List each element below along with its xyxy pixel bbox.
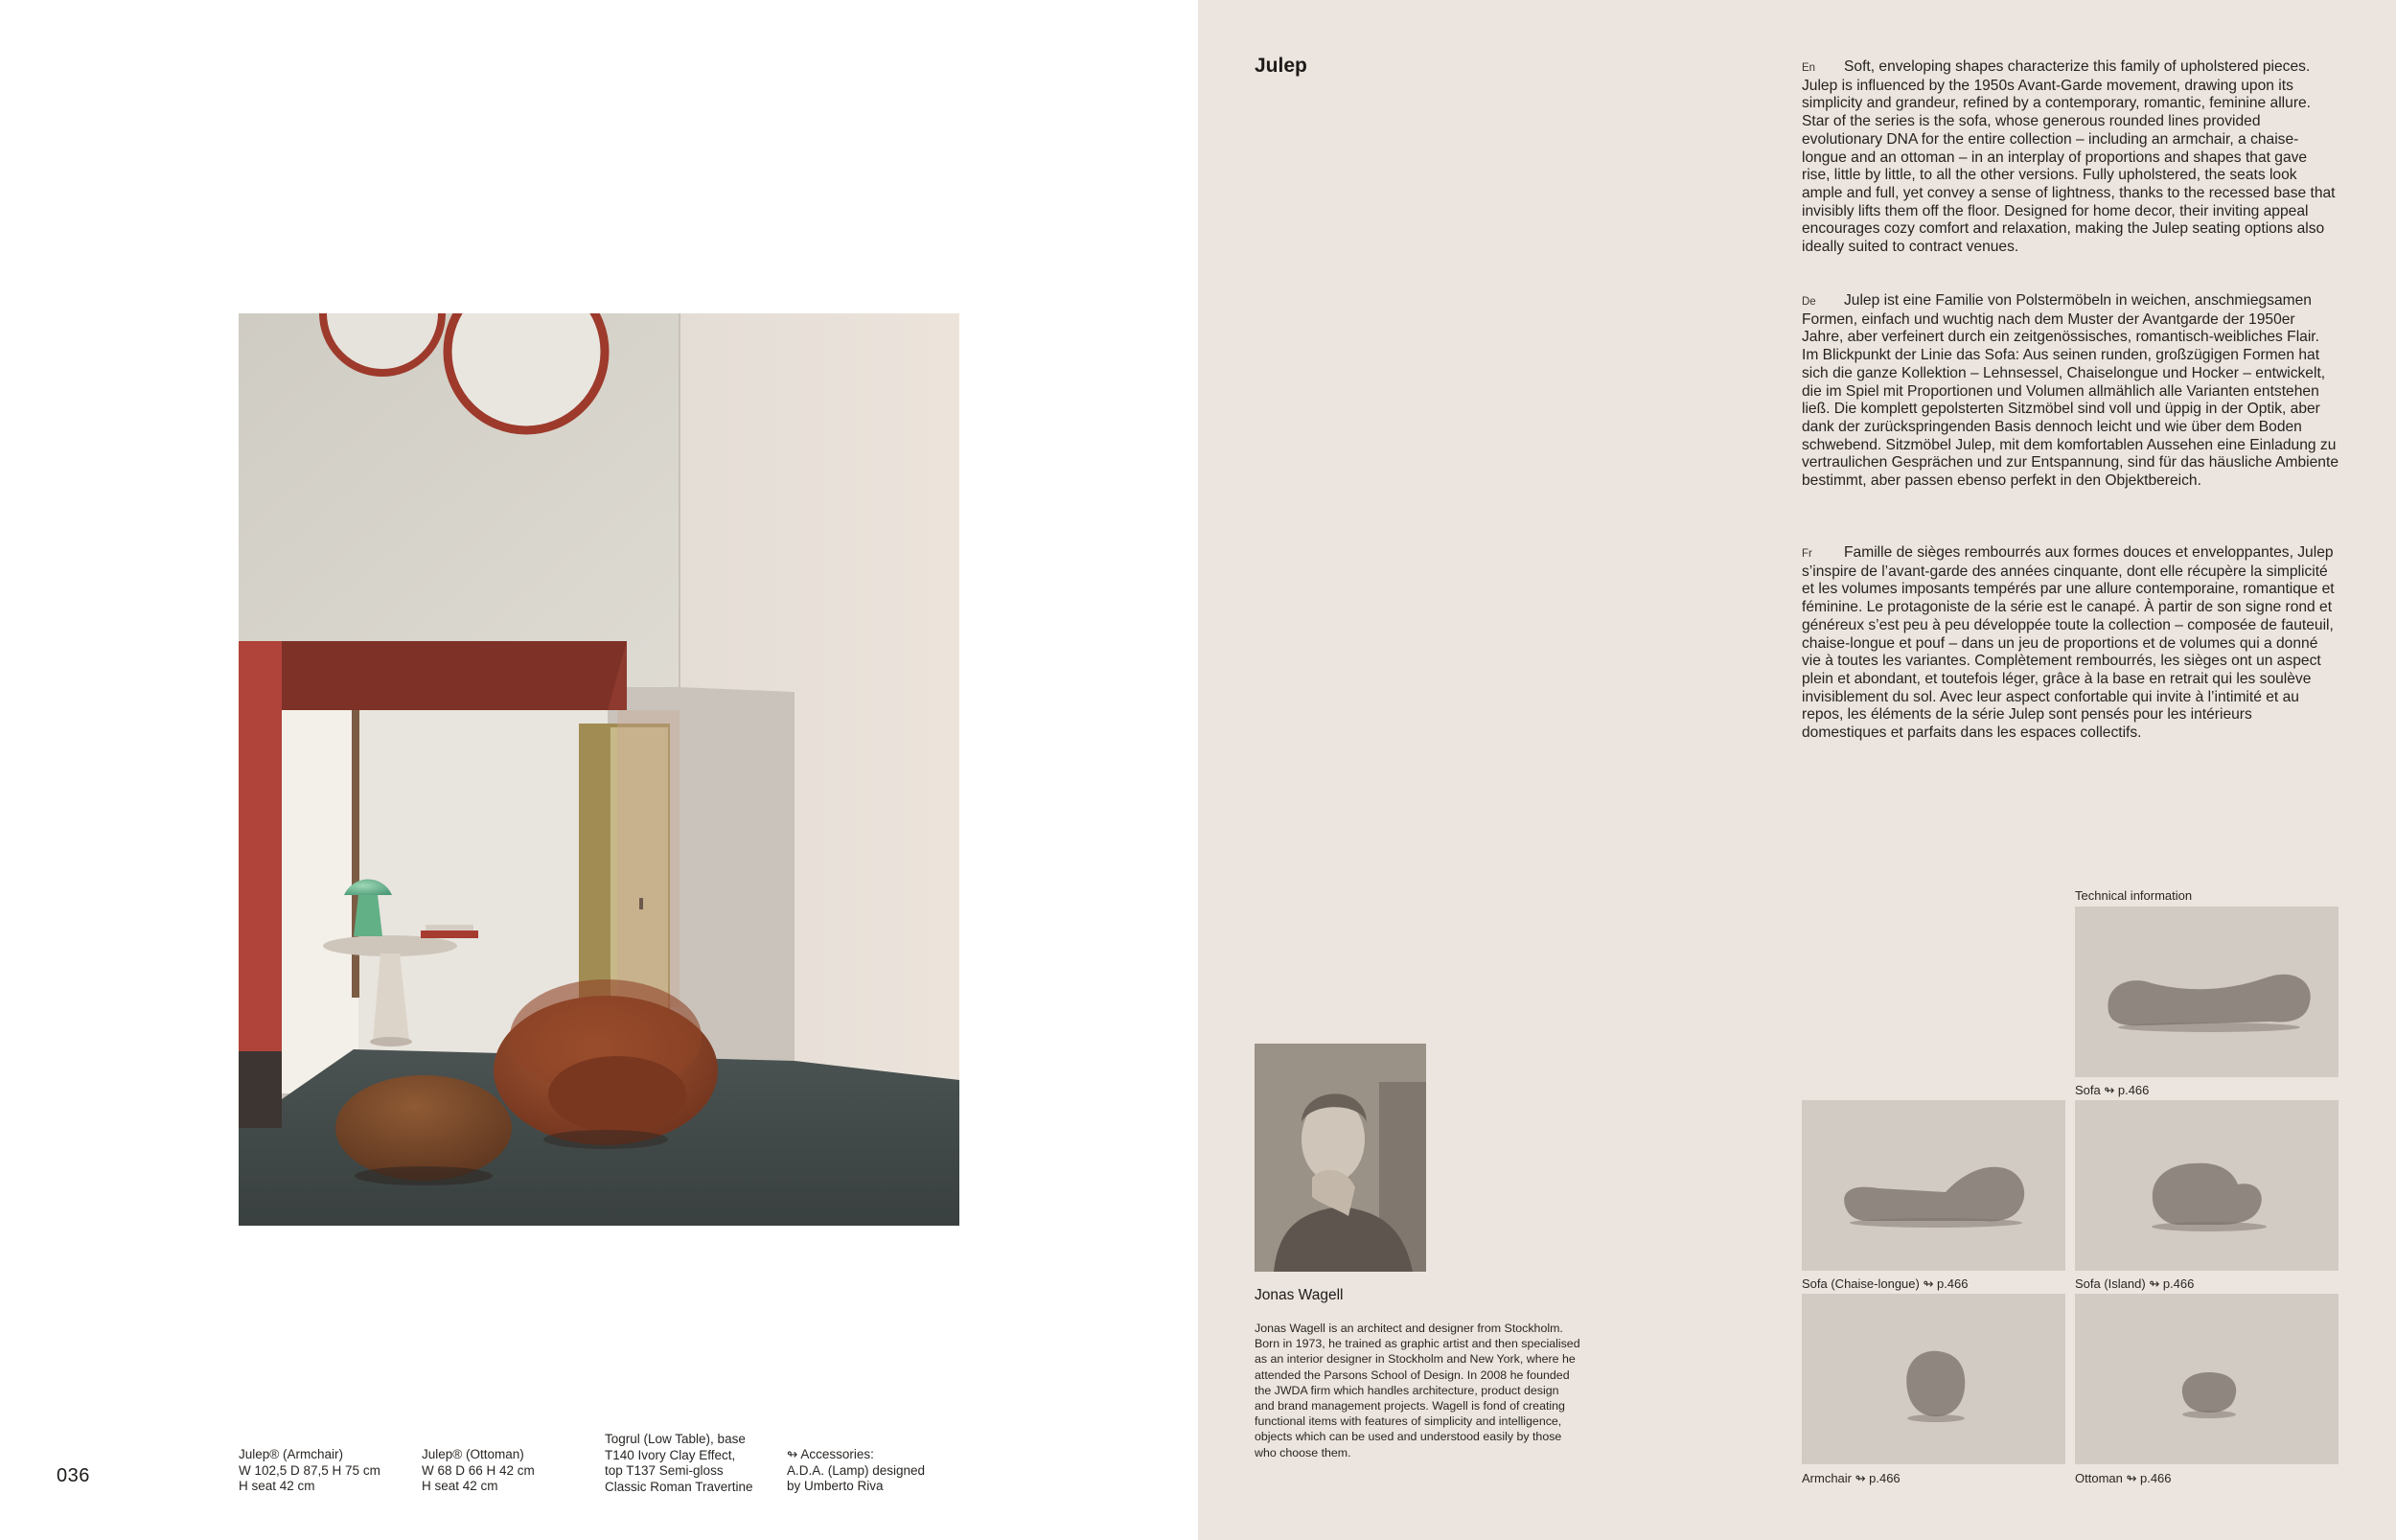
description-en <box>1802 58 2338 257</box>
chaise-longue-icon <box>1802 1100 2065 1271</box>
designer-name: Jonas Wagell <box>1255 1287 1344 1303</box>
language-tag-de: De <box>1802 296 1816 308</box>
language-tag-en: En <box>1802 62 1816 74</box>
language-tag-fr: Fr <box>1802 548 1812 560</box>
interior-photo <box>239 313 959 1226</box>
sofa-caption[interactable]: Sofa ↬ p.466 <box>2075 1083 2150 1097</box>
armchair-caption-tile[interactable]: Armchair ↬ p.466 <box>1802 1471 1901 1485</box>
portrait-illustration <box>1255 1044 1426 1272</box>
product-tile-sofa-chaise-longue[interactable] <box>1802 1100 2065 1271</box>
island-sofa-icon <box>2075 1100 2338 1271</box>
product-tile-sofa[interactable] <box>2075 907 2338 1077</box>
page-number: 036 <box>57 1465 90 1486</box>
product-tile-sofa-island[interactable] <box>2075 1100 2338 1271</box>
ottoman-caption: Julep® (Ottoman) W 68 D 66 H 42 cm H seat 42 cm <box>422 1447 535 1493</box>
description-text-en: Soft, enveloping shapes characterize this family of upholstered pieces. Julep is influenced by the 1950s Avant-Garde movement, drawing upon its simplicity and grandeur, refined by a contemporary, romantic, feminine allure. Star of the series is the sofa, whose generous rounded lines provided evolutionary DNA for the entire collection – including an armchair, a chaise-longue and an ottoman – in an interplay of proportions and shapes that gave rise, little by little, to all the other versions. Fully upholstered, the seats look ample and full, yet convey a sense of lightness, thanks to the recessed base that invisibly lifts them off the floor. Designed for home decor, their inviting appeal encourages cozy comfort and relaxation, making the Julep seating options also ideally suited to contract venues. <box>1802 58 2336 256</box>
product-tile-ottoman[interactable] <box>2075 1294 2338 1464</box>
ottoman-icon <box>2075 1294 2338 1464</box>
accessories-caption: ↬ Accessories: A.D.A. (Lamp) designed by Umberto Riva <box>787 1447 926 1493</box>
sofa-chaise-longue-caption[interactable]: Sofa (Chaise-longue) ↬ p.466 <box>1802 1276 1969 1291</box>
sofa-icon <box>2075 907 2338 1077</box>
interior-scene-illustration <box>239 313 959 1226</box>
designer-portrait <box>1255 1044 1426 1272</box>
description-text-de: Julep ist eine Familie von Polstermöbeln in weichen, anschmiegsamen Formen, einfach und wuchtig nach dem Muster der Avantgarde der 1950er Jahre, aber verfeinert durch ein zeitgenössisches, romantisch-weibliches Flair. Im Blickpunkt der Linie das Sofa: Aus seinen runden, großzügigen Formen hat sich die ganze Kollektion – Lehnsessel, Chaiselongue und Hocker – entwickelt, die im Spiel mit Proportionen und Volumen allmählich alle Varianten entstehen ließ. Die komplett gepolsterten Sitzmöbel sind voll und üppig in der Optik, aber dank der zurückspringenden Basis dennoch leicht und wie über dem Boden schwebend. Sitzmöbel Julep, mit dem komfortablen Aussehen eine Einladung zu vertraulichen Gesprächen und zur Entspannung, sind für das häusliche Ambiente bestimmt, aber passen ebenso perfekt in den Objektbereich. <box>1802 292 2338 490</box>
armchair-icon <box>1802 1294 2065 1464</box>
sofa-island-caption[interactable]: Sofa (Island) ↬ p.466 <box>2075 1276 2195 1291</box>
technical-information-label: Technical information <box>2075 888 2193 903</box>
designer-bio: Jonas Wagell is an architect and designer from Stockholm. Born in 1973, he trained as graphic artist and then specialised as an interior designer in Stockholm and New York, where he attended the Parsons School of Design. In 2008 he founded the JWDA firm which handles architecture, product design and brand management projects. Wagell is fond of creating functional items with features of simplicity and intelligence, objects which can be used and understood easily by those who choose them. <box>1255 1322 1580 1460</box>
armchair-caption: Julep® (Armchair) W 102,5 D 87,5 H 75 cm H seat 42 cm <box>239 1447 380 1493</box>
product-title: Julep <box>1255 55 1307 77</box>
product-tile-armchair[interactable] <box>1802 1294 2065 1464</box>
description-fr <box>1802 544 2338 743</box>
ottoman-caption-tile[interactable]: Ottoman ↬ p.466 <box>2075 1471 2172 1485</box>
table-caption: Togrul (Low Table), base T140 Ivory Clay Effect, top T137 Semi-gloss Classic Roman Travertine <box>605 1432 753 1494</box>
description-text-fr: Famille de sièges rembourrés aux formes douces et enveloppantes, Julep s’inspire de l’avant-garde des années cinquante, dont elle récupère la simplicité et les volumes imposants tempérés par une allure contemporaine, romantique et féminine. Le protagoniste de la série est le canapé. À partir de son signe rond et généreux s’est peu à peu développée toute la collection – composée de fauteuil, chaise-longue et pouf – dans un jeu de proportions et de volumes qui a donné vie à toutes les variantes. Complètement rembourrés, les sièges ont un aspect plein et abondant, et toutefois léger, grâce à la base en retrait qui les soulève invisiblement du sol. Avec leur aspect confortable qui invite à l’intimité et au repos, les éléments de la série Julep sont pensés pour les intérieurs domestiques et parfaits dans les espaces collectifs. <box>1802 544 2335 742</box>
description-de <box>1802 292 2338 491</box>
